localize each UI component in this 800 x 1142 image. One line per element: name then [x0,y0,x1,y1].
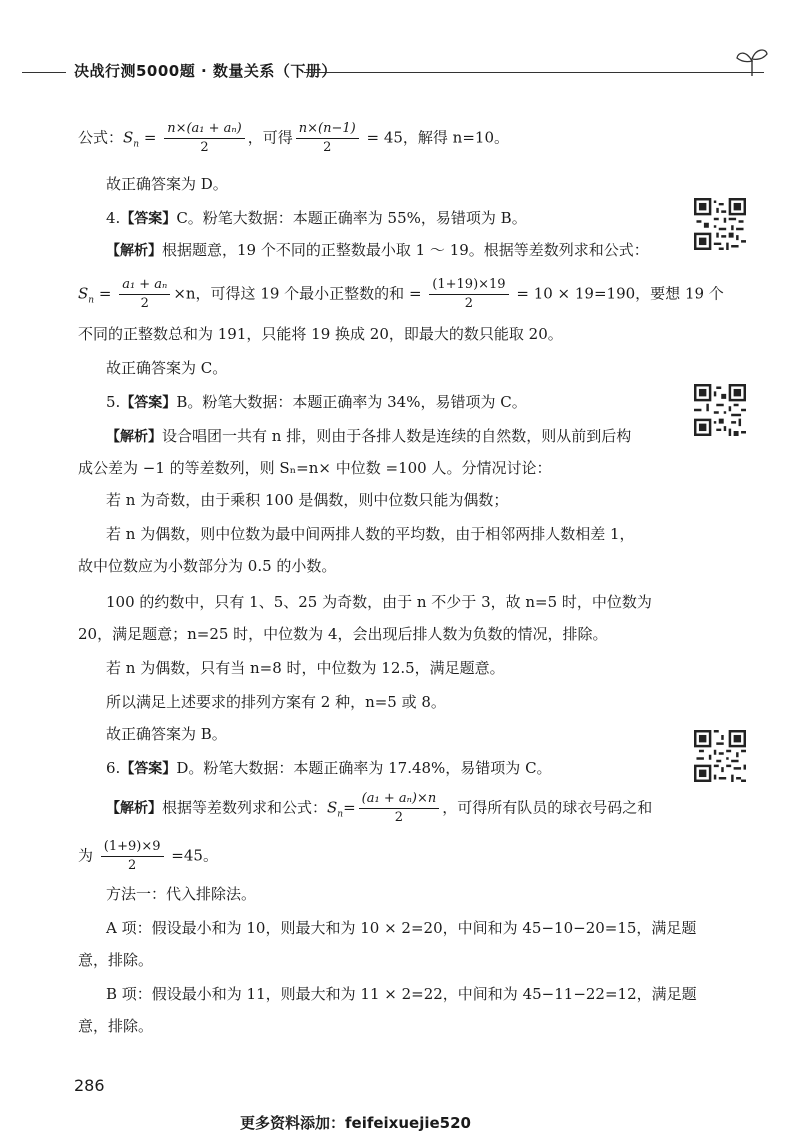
answer-tag: 【答案】 [120,761,177,777]
qr-code-q5 [694,384,746,436]
q5-line-3: 若 n 为奇数，由于乘积 100 是偶数，则中位数只能为偶数； [106,491,509,509]
q6-number: 6. [106,759,121,777]
fraction-1-num: n×(a₁ + aₙ) [164,120,245,139]
sprout-icon [734,44,770,78]
q4-fraction-1-num: a₁ + aₙ [119,276,170,295]
q4-explanation [78,238,649,263]
q6-explanation [78,790,652,827]
q4-line-4: 故正确答案为 C。 [106,359,228,377]
formula-tail: = 45，解得 n=10。 [361,128,509,147]
q6-answer [78,756,552,781]
q4-formula-tail: = 10 × 19=190，要想 19 个 [511,284,724,303]
q4-formula-eq: = [94,284,117,303]
page-number: 286 [74,1076,105,1095]
book-title: 决战行测5000题 · 数量关系（下册） [74,62,337,80]
q6-explanation-tail: ，可得所有队员的球衣号码之和 [442,798,653,817]
q5-number: 5. [106,393,121,411]
explanation-tag: 【解析】 [106,429,162,445]
q4-fraction-1-den: 2 [140,296,149,311]
q5-line-9: 所以满足上述要求的排列方案有 2 种，n=5 或 8。 [106,693,446,711]
fraction-1 [164,120,245,157]
q5-line-5: 故中位数应为小数部分为 0.5 的小数。 [78,557,337,575]
q4-fraction-2 [429,276,508,313]
qr-code-q6 [694,730,746,782]
q6-line-2 [78,838,218,875]
q6-explanation-text: 根据等差数列求和公式： [162,798,328,817]
q6-line-2-tail: =45。 [166,846,218,865]
q6-line-3: 方法一：代入排除法。 [106,885,257,903]
q5-explanation-text: 设合唱团一共有 n 排，则由于各排人数是连续的自然数，则从前到后构 [162,427,632,445]
q4-number: 4. [106,209,121,227]
q6-fraction-den: 2 [394,810,404,825]
q6-sum-fraction-den: 2 [128,858,137,873]
running-header [22,60,782,84]
formula-mid: ，可得 [247,128,293,147]
formula-s-sub: n [133,139,140,150]
formula-lead: 公式： [78,128,124,147]
answer-line-q3: 故正确答案为 D。 [106,175,228,193]
q6-fraction [359,790,440,827]
q6-line-7: 意，排除。 [78,1017,154,1035]
fraction-1-den: 2 [200,140,209,155]
q5-line-8: 若 n 为偶数，只有当 n=8 时，中位数为 12.5，满足题意。 [106,659,505,677]
q4-formula-s: S [78,284,89,303]
fraction-2-den: 2 [323,140,332,155]
explanation-tag: 【解析】 [106,800,162,817]
q5-answer [78,390,527,415]
q6-line-4: A 项：假设最小和为 10，则最大和为 10 × 2=20，中间和为 45−10−20=15，满足题 [106,919,697,937]
q5-line-10: 故正确答案为 B。 [106,725,227,743]
formula-eq: = [139,128,162,147]
formula-s: S [123,128,134,147]
q6-sum-fraction-num: (1+9)×9 [101,838,164,857]
q6-fraction-num: (a₁ + aₙ)×n [359,790,440,809]
answer-tag: 【答案】 [120,211,177,227]
q5-answer-text: B。粉笔大数据：本题正确率为 34%，易错项为 C。 [176,393,527,411]
q4-explanation-text: 根据题意，19 个不同的正整数最小取 1 ～ 19。根据等差数列求和公式： [162,241,649,259]
q6-line-6: B 项：假设最小和为 11，则最大和为 11 × 2=22，中间和为 45−11−22=12，满足题 [106,985,697,1003]
header-rule-left [22,72,66,73]
q4-line-3: 不同的正整数总和为 191，只能将 19 换成 20，即最大的数只能取 20。 [78,325,563,343]
q6-line-5: 意，排除。 [78,951,154,969]
q4-formula-s-sub: n [88,295,95,306]
qr-code-q4 [694,198,746,250]
fraction-2 [296,120,359,157]
fraction-2-num: n×(n−1) [296,120,359,139]
q4-answer-text: C。粉笔大数据：本题正确率为 55%，易错项为 B。 [176,209,527,227]
q6-line-2-lead: 为 [78,846,98,865]
q6-formula-s-sub: n [337,809,344,820]
q5-explanation [78,424,631,449]
footer-note: 更多资料添加：feifeixuejie520 [240,1114,471,1132]
q4-fraction-2-den: 2 [464,296,474,311]
header-rule-right [304,72,764,73]
q4-formula [78,276,724,313]
q6-sum-fraction [101,838,164,875]
formula-line-n10 [78,120,509,157]
q4-fraction-2-num: (1+19)×19 [429,276,508,295]
answer-tag: 【答案】 [120,395,177,411]
q4-fraction-1 [119,276,170,313]
q4-formula-mid: ×n，可得这 19 个最小正整数的和 = [173,284,427,303]
q5-line-6: 100 的约数中，只有 1、5、25 为奇数，由于 n 不少于 3，故 n=5 时，中位数为 [106,593,652,611]
q5-line-2: 成公差为 −1 的等差数列，则 Sₙ=n× 中位数 =100 人。分情况讨论： [78,459,552,477]
q5-line-7: 20，满足题意；n=25 时，中位数为 4，会出现后排人数为负数的情况，排除。 [78,625,608,643]
q4-answer [78,206,527,231]
q6-formula-eq: = [343,798,356,817]
q6-answer-text: D。粉笔大数据：本题正确率为 17.48%，易错项为 C。 [176,759,552,777]
q5-line-4: 若 n 为偶数，则中位数为最中间两排人数的平均数，由于相邻两排人数相差 1， [106,525,635,543]
q6-formula-s: S [327,798,338,817]
explanation-tag: 【解析】 [106,243,162,259]
